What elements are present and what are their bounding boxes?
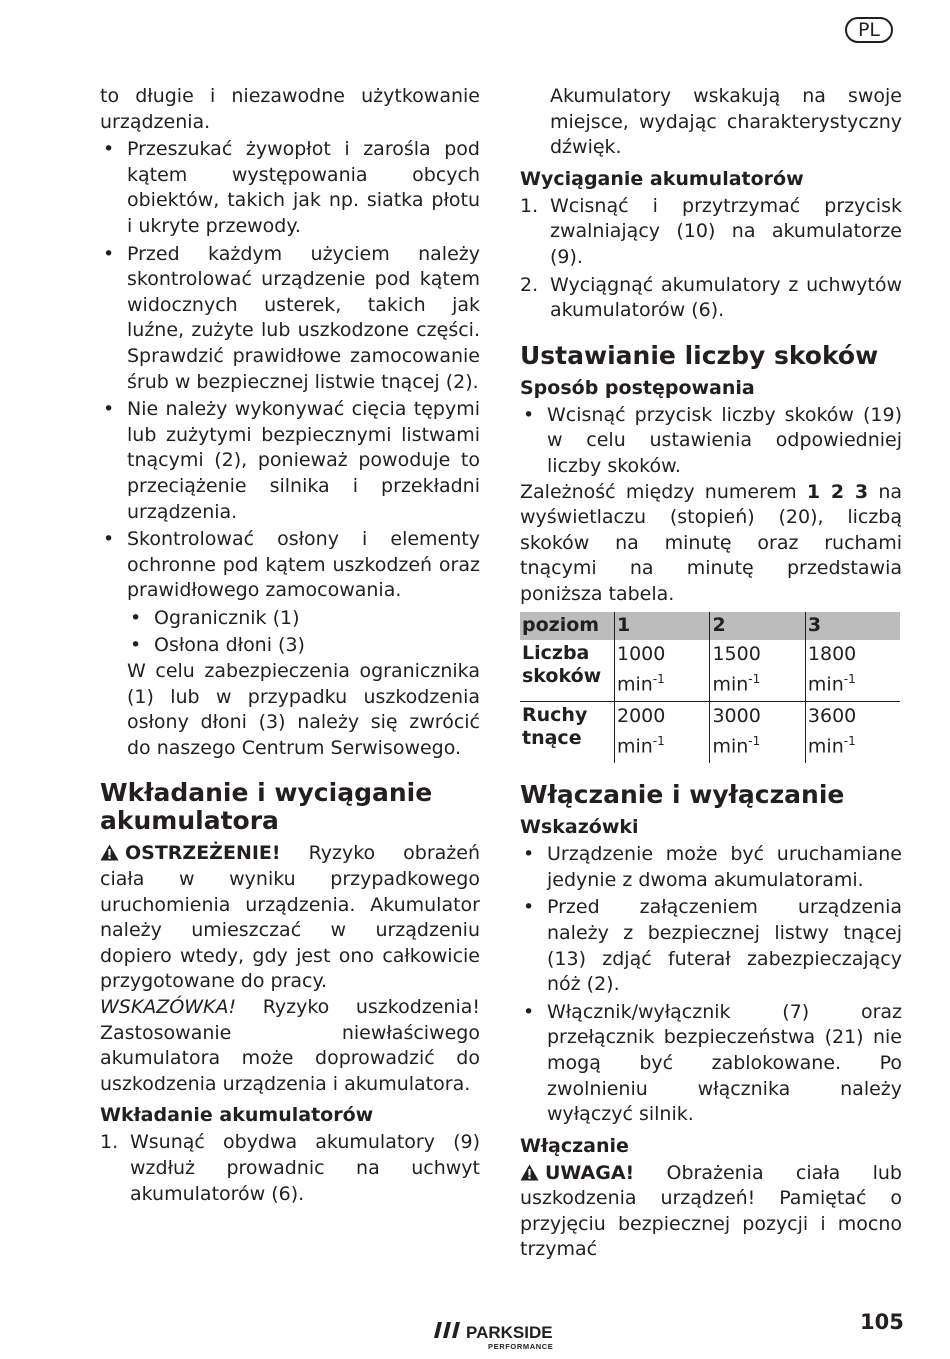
cell-value: 1500 (712, 642, 761, 665)
warning-text: Ryzyko obrażeń ciała w wyniku przypadkowego uruchomienia urządzenia. Akumulator należy umieszczać w urządzeniu dopiero wtedy, gdy jest ono całkowicie przygotowane do pracy. (100, 842, 480, 993)
table-cell (615, 640, 710, 702)
insert-continuation: Akumulatory wskakują na swoje miejsce, wydając charakterystyczny dźwięk. (550, 85, 902, 159)
unit-exp: -1 (652, 671, 665, 686)
list-item: • Ogranicznik (1) (127, 606, 480, 632)
table-cell (710, 640, 805, 702)
step-text: Wyciągnąć akumulatory z uchwytów akumulatorów (6). (550, 273, 902, 322)
table-cell (805, 640, 900, 702)
hints-title: Wskazówki (520, 816, 639, 839)
list-item (100, 1130, 480, 1207)
section-title-switch: Włączanie i wyłączanie (520, 780, 845, 810)
relation-pre: Zależność między numerem (520, 480, 807, 503)
unit-exp: -1 (652, 733, 665, 748)
remove-steps (520, 194, 902, 324)
list-item: • Osłona dłoni (3) (127, 633, 480, 659)
table-cell (615, 701, 710, 763)
logo-brand: PARKSIDE (466, 1323, 553, 1342)
cell-value: 3000 (712, 704, 761, 727)
table-row-label: Ruchy tnące (522, 703, 588, 749)
intro-text: to długie i niezawodne użytkowanie urządzenia. (100, 85, 480, 133)
caution-paragraph (520, 1161, 902, 1263)
list-item: • Przeszukać żywopłot i zarośla pod kątem występowania obcych obiektów, takich jak np. siatka płotu i ukryte przewody. (100, 137, 480, 239)
table-row (520, 701, 900, 763)
unit-exp: -1 (748, 671, 761, 686)
unit-exp: -1 (843, 671, 856, 686)
list-item: • Nie należy wykonywać cięcia tępymi lub zużytymi bezpiecznymi listwami tnącymi (2), ponieważ powoduje to przeciążenie silnika i przekładni urządzenia. (100, 397, 480, 525)
table-header-row (520, 612, 900, 640)
parkside-logo (430, 1318, 590, 1352)
procedure-list (520, 403, 902, 480)
unit-text: min (807, 672, 844, 695)
logo-stripes-icon (434, 1322, 460, 1338)
unit-exp: -1 (843, 733, 856, 748)
sub-list-wrapper (127, 606, 480, 659)
list-item: • Urządzenie może być uruchamiane jedynie z dwoma akumulatorami. (520, 842, 902, 893)
unit-exp: -1 (748, 733, 761, 748)
warning-paragraph (100, 841, 480, 995)
note-text: Ryzyko uszkodzenia! Zastosowanie niewłaściwego akumulatora może doprowadzić do uszkodzenia urządzenia i akumulatora. (100, 996, 480, 1095)
cell-unit (808, 729, 898, 759)
procedure-title: Sposób postępowania (520, 376, 755, 399)
unit-text: min (712, 672, 749, 695)
warning-label: OSTRZEŻENIE! (125, 842, 281, 865)
warning-triangle-icon (520, 1164, 539, 1181)
step-text: Wcisnąć i przytrzymać przycisk zwalniający (10) na akumulatorze (9). (550, 194, 902, 268)
cell-value: 1000 (617, 642, 666, 665)
warning-triangle-icon (100, 844, 119, 861)
note-paragraph (100, 995, 480, 1097)
table-cell (805, 701, 900, 763)
table-header-cell: 1 (615, 612, 710, 640)
remove-title: Wyciąganie akumulatorów (520, 167, 804, 190)
cell-value: 1800 (807, 642, 857, 665)
unit-text: min (617, 735, 653, 758)
right-column (520, 84, 902, 1263)
cell-value: 3600 (807, 704, 857, 727)
safety-bullet-list (100, 137, 480, 604)
unit-text: min (617, 672, 653, 695)
list-item: • Włącznik/wyłącznik (7) oraz przełącznik bezpieczeństwa (21) nie mogą być zablokowane. Po zwolnieniu włącznika należy wyłączyć silnik. (520, 1000, 902, 1128)
table-header-cell: 2 (710, 612, 805, 640)
cell-unit (808, 667, 898, 697)
step-number: 2. (520, 273, 539, 296)
table-header-cell: 3 (805, 612, 900, 640)
table-header-cell: poziom (520, 612, 615, 640)
list-item (520, 194, 902, 271)
guard-sub-list (127, 606, 480, 659)
cell-unit (712, 729, 802, 759)
display-levels: 1 2 3 (806, 480, 869, 503)
section-title-strokes: Ustawianie liczby skoków (520, 340, 879, 370)
insert-title: Wkładanie akumulatorów (100, 1104, 374, 1127)
list-item: • Przed każdym użyciem należy skontrolować urządzenie pod kątem widocznych usterek, takich jak luźne, zużyte lub uszkodzone części. Sprawdzić prawidłowe zamocowanie śrub w bezpiecznej listwie tnącej (2). (100, 242, 480, 396)
step-text: Wsunąć obydwa akumulatory (9) wzdłuż prowadnic na uchwyt akumulatorów (6). (130, 1131, 480, 1205)
unit-text: min (712, 735, 749, 758)
logo-sub: PERFORMANCE (488, 1342, 554, 1351)
relation-paragraph (520, 480, 902, 608)
unit-text: min (807, 735, 844, 758)
language-badge: PL (845, 17, 893, 43)
guard-note: W celu zabezpieczenia ogranicznika (1) lub w przypadku uszkodzenia osłony dłoni (3) należy się zwrócić do naszego Centrum Serwisowego. (127, 660, 480, 759)
on-title: Włączanie (520, 1134, 629, 1157)
table-row-label: Liczba skoków (520, 640, 615, 702)
cell-unit (617, 667, 707, 697)
step-number: 1. (520, 194, 539, 217)
list-item: • Przed załączeniem urządzenia należy z bezpiecznej listwy tnącej (13) zdjąć futerał zabezpieczający nóż (2). (520, 895, 902, 997)
list-item (520, 273, 902, 324)
table-row (520, 640, 900, 702)
table-cell (710, 701, 805, 763)
cell-unit (617, 729, 707, 759)
page-number: 105 (860, 1310, 904, 1334)
caution-text: Obrażenia ciała lub uszkodzenia urządzeń! Pamiętać o przyjęciu bezpiecznej pozycji i mocno trzymać (520, 1161, 902, 1261)
step-number: 1. (100, 1131, 119, 1154)
cell-value: 2000 (617, 704, 666, 727)
list-item: • Skontrolować osłony i elementy ochronne pod kątem uszkodzeń oraz prawidłowego zamocowania. (100, 527, 480, 604)
stroke-table (520, 612, 900, 764)
relation-post: na wyświetlaczu (stopień) (20), liczbą skoków na minutę oraz ruchami tnącymi na minutę przedstawia poniższa tabela. (520, 480, 903, 605)
insert-steps (100, 1130, 480, 1207)
list-item: • Wcisnąć przycisk liczby skoków (19) w celu ustawienia odpowiedniej liczby skoków. (520, 403, 902, 480)
cell-unit (712, 667, 802, 697)
section-title-battery: Wkładanie i wyciąganie akumulatora (100, 778, 433, 836)
left-column (100, 84, 480, 1207)
note-label: WSKAZÓWKA! (100, 996, 237, 1018)
hints-list (520, 842, 902, 1128)
caution-label: UWAGA! (545, 1161, 635, 1184)
